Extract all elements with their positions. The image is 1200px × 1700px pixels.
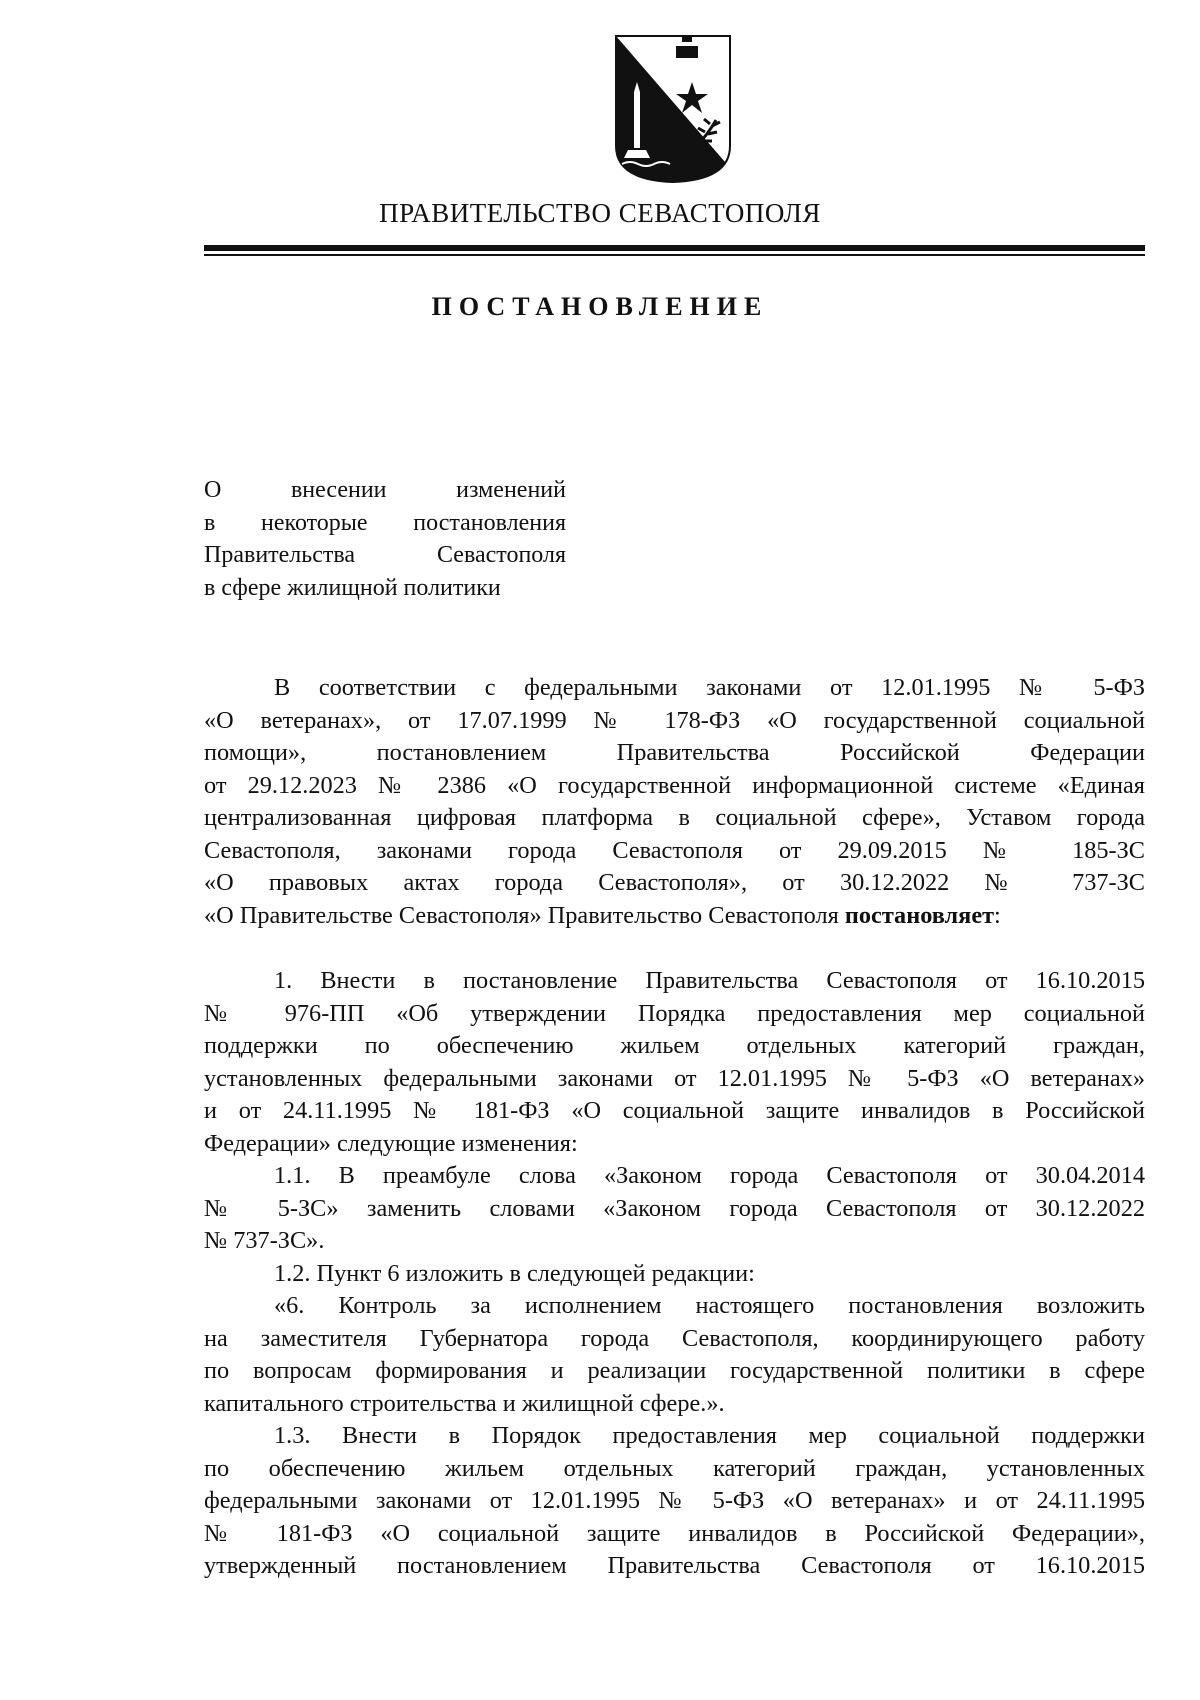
- text-line: [204, 900, 1145, 933]
- text-line: централизованная цифровая платформа в социальной сфере», Уставом города: [204, 804, 1145, 831]
- item-1-2-paragraph: [204, 1258, 1145, 1291]
- item-1-2-quote-paragraph: [204, 1290, 1145, 1420]
- text-line: капитального строительства и жилищной сфере.».: [204, 1389, 725, 1417]
- text-line: № 737-ЗС».: [204, 1227, 325, 1254]
- text-line: 1.3. Внести в Порядок предоставления мер социальной поддержки: [274, 1422, 1145, 1449]
- subject-line: в некоторые постановления: [204, 509, 566, 536]
- text-line: «6. Контроль за исполнением настоящего постановления возложить: [274, 1292, 1145, 1319]
- text-line: по обеспечению жильем отдельных категорий граждан, установленных: [204, 1454, 1145, 1482]
- text-line: и от 24.11.1995 № 181-ФЗ «О социальной защите инвалидов в Российской: [204, 1097, 1145, 1124]
- text-line: 1.2. Пункт 6 изложить в следующей редакции:: [274, 1259, 755, 1287]
- organization-name: ПРАВИТЕЛЬСТВО СЕВАСТОПОЛЯ: [379, 198, 821, 228]
- item-1-1-paragraph: [204, 1160, 1145, 1258]
- text-fragment: «О Правительстве Севастополя» Правительство Севастополя: [204, 901, 845, 929]
- text-line: установленных федеральными законами от 12.01.1995 № 5-ФЗ «О ветеранах»: [204, 1064, 1145, 1092]
- document-body: [204, 672, 1145, 1583]
- text-line: № 976-ПП «Об утверждении Порядка предоставления мер социальной: [204, 999, 1145, 1027]
- header-divider-thin: [204, 254, 1145, 256]
- subject-line: Правительства Севастополя: [204, 542, 566, 568]
- text-line: № 181-ФЗ «О социальной защите инвалидов в Российской Федерации»,: [204, 1519, 1145, 1547]
- text-line: 1.1. В преамбуле слова «Законом города Севастополя от 30.04.2014: [274, 1162, 1145, 1189]
- resolves-keyword: постановляет: [844, 901, 995, 929]
- preamble-paragraph: [204, 672, 1145, 932]
- document-type-title: ПОСТАНОВЛЕНИЕ: [431, 292, 769, 321]
- text-line: «О ветеранах», от 17.07.1999 № 178-ФЗ «О государственной социальной: [204, 706, 1145, 734]
- text-line: утвержденный постановлением Правительства Севастополя от 16.10.2015: [204, 1552, 1145, 1579]
- text-line: помощи», постановлением Правительства Российской Федерации: [204, 739, 1145, 766]
- text-fragment: :: [994, 901, 1001, 929]
- subject-line: в сфере жилищной политики: [204, 574, 501, 601]
- text-line: поддержки по обеспечению жильем отдельных категорий граждан,: [204, 1032, 1145, 1059]
- item-1-paragraph: [204, 965, 1145, 1160]
- text-line: от 29.12.2023 № 2386 «О государственной информационной системе «Единая: [204, 771, 1145, 799]
- subject-line: О внесении изменений: [204, 477, 566, 503]
- document-subject: [204, 474, 566, 604]
- text-line: № 5-ЗС» заменить словами «Законом города Севастополя от 30.12.2022: [204, 1194, 1145, 1222]
- text-line: на заместителя Губернатора города Севастополя, координирующего работу: [204, 1324, 1145, 1352]
- text-line: Федерации» следующие изменения:: [204, 1129, 578, 1157]
- text-line: федеральными законами от 12.01.1995 № 5-ФЗ «О ветеранах» и от 24.11.1995: [204, 1487, 1145, 1514]
- text-line: Севастополя, законами города Севастополя от 29.09.2015 № 185-ЗС: [204, 836, 1145, 864]
- item-1-3-paragraph: [204, 1420, 1145, 1583]
- text-line: по вопросам формирования и реализации государственной политики в сфере: [204, 1357, 1145, 1384]
- text-line: «О правовых актах города Севастополя», от 30.12.2022 № 737-ЗС: [204, 869, 1145, 896]
- sevastopol-coat-of-arms-icon: [612, 34, 734, 184]
- header-divider-thick: [204, 245, 1145, 251]
- text-line: 1. Внести в постановление Правительства Севастополя от 16.10.2015: [274, 967, 1145, 994]
- text-line: В соответствии с федеральными законами от 12.01.1995 № 5-ФЗ: [274, 674, 1145, 701]
